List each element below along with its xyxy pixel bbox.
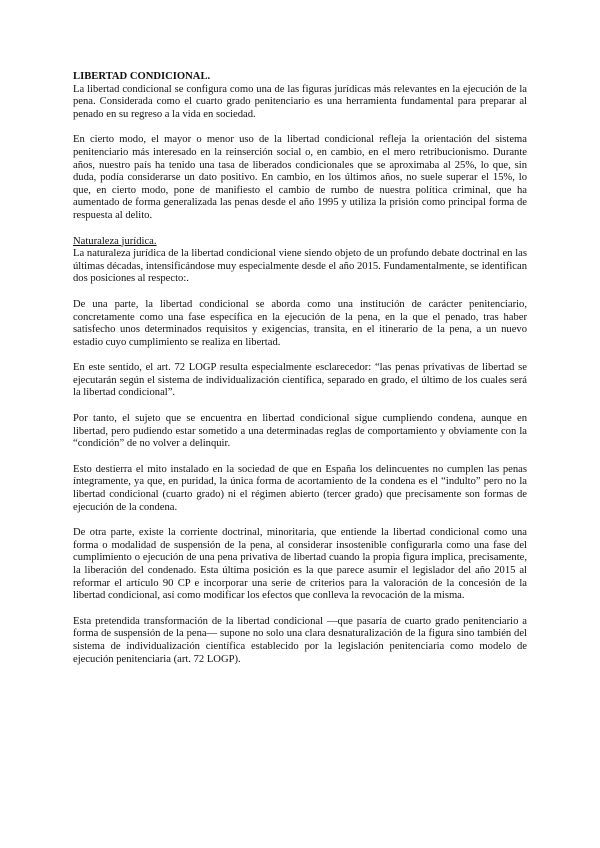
paragraph-suspension-view: De otra parte, existe la corriente doctrinal, minoritaria, que entiende la libertad condicional como una forma o modalidad de suspensión de la pena, al considerar insostenible configurarla como una fase del cumplimiento o ejecución de una pena privativa de libertad cuando la propia figura implica, precisamente, la liberación del condenado. Esta última posición es la que parece asumir el legislador del año 2015 al reformar el artículo 90 CP e incorporar una serie de criterios para la valoración de la concesión de la libertad condicional, así como modificar los efectos que conlleva la revocación de la misma. [73, 527, 527, 602]
paragraph-myth: Esto destierra el mito instalado en la sociedad de que en España los delincuentes no cumplen las penas íntegramente, ya que, en puridad, la única forma de acortamiento de la condena es el “indulto” pero no la libertad condicional (cuarto grado) ni el régimen abierto (tercer grado) que precisamente son formas de ejecución de la condena. [73, 463, 527, 513]
document-title: LIBERTAD CONDICIONAL. [73, 71, 211, 82]
document-page [73, 71, 527, 679]
intro-paragraph: La libertad condicional se configura como una de las figuras jurídicas más relevantes en la ejecución de la pena. Considerada como el cuarto grado penitenciario es una herramienta fundamental para preparar al penado en su regreso a la vida en sociedad. [73, 83, 527, 120]
paragraph-art-72-logp: En este sentido, el art. 72 LOGP resulta especialmente esclarecedor: “las penas privativas de libertad se ejecutarán según el sistema de individualización científica, separado en grado, el último de los cuales será la libertad condicional”. [73, 362, 527, 399]
paragraph-still-serving-sentence: Por tanto, el sujeto que se encuentra en libertad condicional sigue cumpliendo condena, aunque en libertad, pero pudiendo estar sometido a una determinadas reglas de comportamiento y obviamente con la “condición” de no volver a delinquir. [73, 413, 527, 450]
paragraph-penitentiary-view: De una parte, la libertad condicional se aborda como una institución de carácter penitenciario, concretamente como una fase específica en la ejecución de la pena, en la que el penado, tras haber satisfecho unos determinados requisitos y exigencias, transita, en el itinerario de la pena, a un nuevo estadio cuyo cumplimiento se realiza en libertad. [73, 298, 527, 348]
paragraph-doctrinal-debate: La naturaleza jurídica de la libertad condicional viene siendo objeto de un profundo debate doctrinal en las últimas décadas, intensificándose muy especialmente desde el año 2015. Fundamentalmente, se identifican dos posiciones al respecto:. [73, 248, 527, 285]
paragraph-transformation: Esta pretendida transformación de la libertad condicional —que pasaría de cuarto grado penitenciario a forma de suspensión de la pena— supone no solo una clara desnaturalización de la figura sino también del sistema de individualización científica establecido por la legislación penitenciaria como modelo de ejecución penitenciaria (art. 72 LOGP). [73, 615, 527, 665]
section-heading-legal-nature: Naturaleza jurídica. [73, 235, 157, 247]
paragraph-usage-rates: En cierto modo, el mayor o menor uso de la libertad condicional refleja la orientación del sistema penitenciario más interesado en la reinserción social o, en cambio, en el mero retribucionismo. Durante años, nuestro país ha tenido una tasa de liberados condicionales que se aproximaba al 25%, lo que, sin duda, podía considerarse un dato positivo. En cambio, en los últimos años, no suele superar el 15%, lo que, en cierto modo, pone de manifiesto el cambio de rumbo de nuestra política criminal, que ha aumentado de forma generalizada las penas desde el año 1995 y utiliza la prisión como principal forma de respuesta al delito. [73, 134, 527, 221]
